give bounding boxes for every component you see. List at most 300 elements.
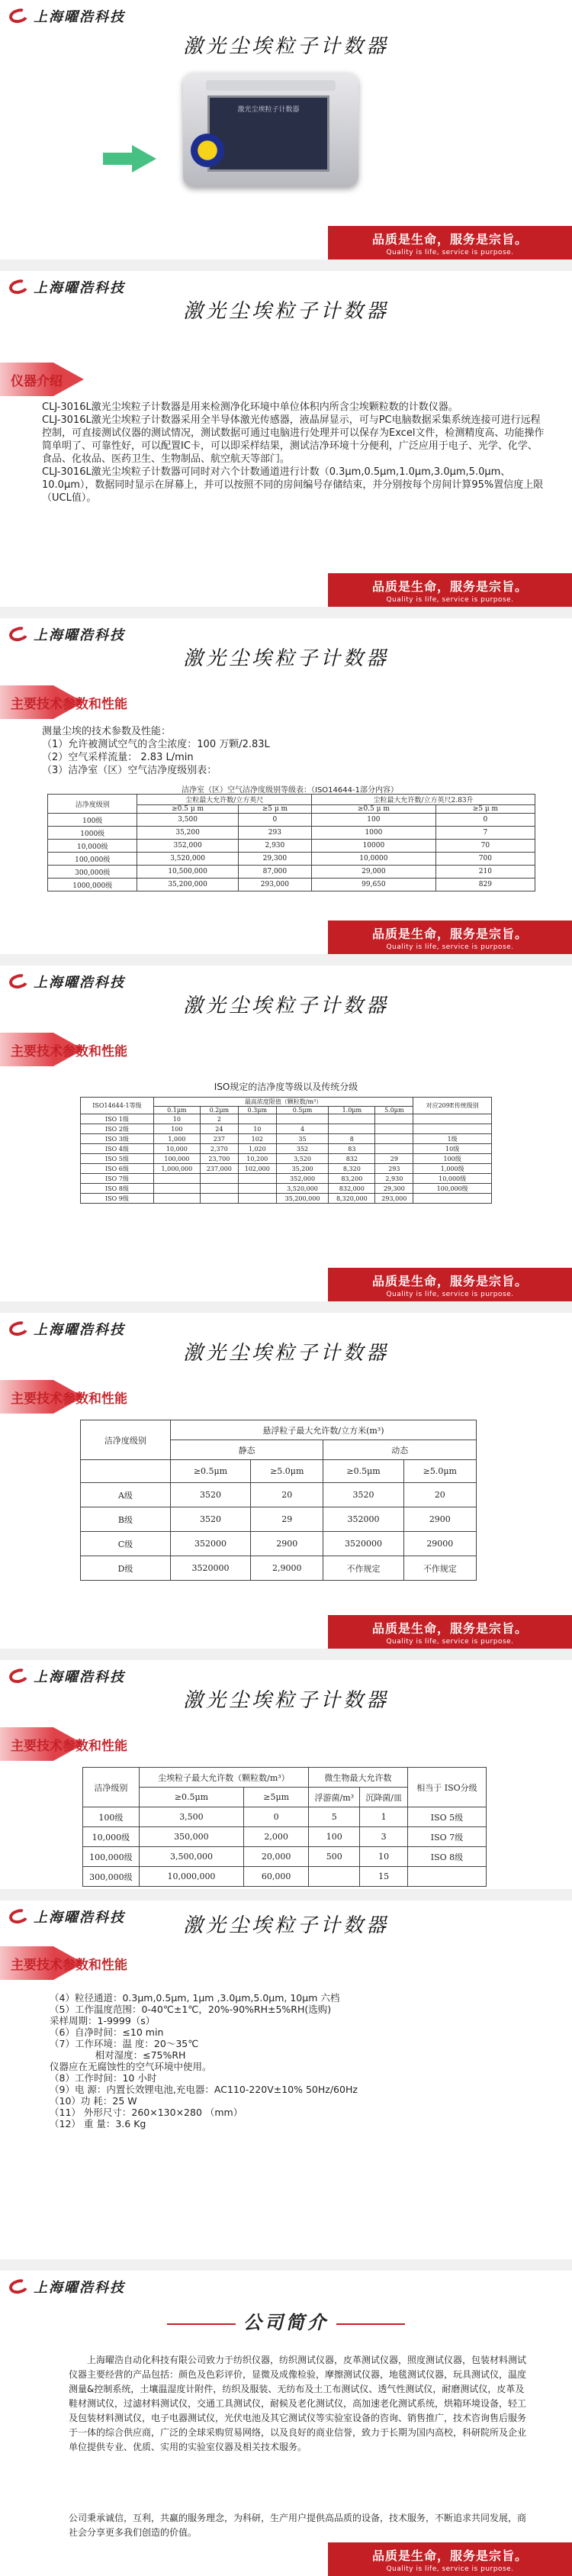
table-row: [83, 1807, 487, 1827]
table-cell: [238, 1114, 276, 1124]
table-cell: 35,200,000: [276, 1194, 329, 1204]
table-cell: 10,000: [153, 1144, 200, 1154]
table-cell: 10: [238, 1124, 276, 1134]
table-cell: 3,500: [137, 814, 238, 827]
table-row: [81, 1114, 492, 1124]
table-cell: 3,500,000: [139, 1847, 244, 1867]
table-cell: 10: [153, 1114, 200, 1124]
spec-list: [50, 1992, 553, 2129]
table-header: 0.1μm: [153, 1107, 200, 1114]
table-cell: 700: [435, 853, 535, 866]
logo-text: 上海曜浩科技: [34, 627, 125, 643]
table-cell: ISO 4级: [81, 1144, 154, 1154]
table-cell: [153, 1184, 200, 1194]
section-header: [0, 1033, 127, 1066]
table-cell: [413, 1124, 492, 1134]
table-cell: 29,000: [312, 866, 436, 879]
table-cell: ISO 8级: [407, 1847, 486, 1867]
table-cell: 100级: [83, 1807, 140, 1827]
table-cell: 2: [200, 1114, 238, 1124]
logo-text: 上海曜浩科技: [34, 2280, 125, 2296]
table-cell: 3: [360, 1827, 407, 1847]
table-cell: 2,930: [238, 840, 311, 853]
logo-text: 上海曜浩科技: [34, 975, 125, 991]
table-row: [83, 1847, 487, 1867]
slide-specs-3: [0, 1313, 572, 1649]
slide-specs-1: [0, 618, 572, 954]
slide-title: 激光尘埃粒子计数器: [182, 995, 389, 1017]
slide-specs-4: [0, 1660, 572, 1889]
table-cell: [407, 1867, 486, 1887]
device-screen-title: 激光尘埃粒子计数器: [237, 106, 300, 114]
slogan-bar: [328, 1615, 572, 1649]
slogan-cn: 品质是生命，服务是宗旨。: [371, 232, 528, 247]
table-cell: 102: [238, 1134, 276, 1144]
table-cell: 3520: [170, 1507, 250, 1532]
table-cell: [375, 1114, 413, 1124]
logo-mark-icon: [8, 626, 29, 643]
table-cell: 500: [309, 1847, 360, 1867]
slogan-en: Quality is life, service is purpose.: [386, 596, 514, 604]
slogan-cn: 品质是生命，服务是宗旨。: [371, 1274, 528, 1288]
section-title: 主要技术参数和性能: [11, 1738, 127, 1754]
table-cell: ISO 6级: [81, 1164, 154, 1174]
section-title: 仪器介绍: [11, 373, 63, 389]
table-row: [81, 1507, 477, 1532]
slide-specs-5: [0, 1901, 572, 2259]
table-cell: [375, 1124, 413, 1134]
table-cell: [329, 1114, 375, 1124]
table-cell: 102,000: [238, 1164, 276, 1174]
slide-title: 激光尘埃粒子计数器: [182, 1342, 389, 1365]
company-paragraph: 公司秉承诚信，互利，共赢的服务理念，为科研，生产用户提供高品质的设备，技术服务，不断追求共同发展，商社会分享更多我们创造的价值。: [69, 2513, 527, 2538]
table-cell: 0: [435, 814, 535, 827]
table-cell: 100,000级: [413, 1184, 492, 1194]
table-header: 0.2μm: [200, 1107, 238, 1114]
table-header: ≥5.0μm: [251, 1460, 323, 1483]
spec-line: （10）功 耗：25 W: [50, 2095, 137, 2107]
table-cell: 10,000级: [413, 1174, 492, 1184]
logo: [8, 624, 125, 644]
table-cell: [413, 1194, 492, 1204]
table-caption: ISO规定的洁净度等级以及传统分级: [214, 1082, 358, 1092]
table-cell: 3,520,000: [137, 853, 238, 866]
table-row: [81, 1164, 492, 1174]
cleanliness-table-1: [47, 794, 535, 891]
slogan-en: Quality is life, service is purpose.: [386, 2565, 514, 2573]
table-header: 尘粒最大允许数/立方英尺: [137, 795, 312, 805]
table-row: [81, 1184, 492, 1194]
table-cell: C级: [81, 1532, 171, 1556]
table-cell: 87,000: [238, 866, 311, 879]
slide-specs-2: [0, 966, 572, 1301]
table-header: ≥0.5 μ m: [312, 805, 436, 814]
spec-line: （5）工作温度范围：0-40℃±1℃，20%-90%RH±5%RH(选购): [50, 2004, 332, 2015]
logo: [8, 1666, 125, 1686]
slogan-en: Quality is life, service is purpose.: [386, 249, 514, 256]
table-header: 悬浮粒子最大允许数/立方米(m³): [170, 1420, 476, 1440]
table-row: [83, 1867, 487, 1887]
device-screen: [207, 95, 329, 172]
table-header: ≥5.0μm: [403, 1460, 476, 1483]
table-cell: 29,300: [238, 853, 311, 866]
slide-title: 激光尘埃粒子计数器: [182, 1689, 389, 1712]
table-cell: 10级: [413, 1144, 492, 1154]
table-cell: 29000: [403, 1532, 476, 1556]
table-cell: [276, 1114, 329, 1124]
table-cell: 352,000: [276, 1174, 329, 1184]
table-cell: A级: [81, 1483, 171, 1507]
table-cell: 不作规定: [403, 1556, 476, 1581]
table-cell: 832: [329, 1154, 375, 1164]
logo-mark-icon: [8, 1320, 29, 1337]
table-cell: 832,000: [329, 1184, 375, 1194]
slide-cover: [0, 0, 572, 260]
table-cell: ISO 9级: [81, 1194, 154, 1204]
table-cell: 3,520,000: [276, 1184, 329, 1194]
table-cell: 不作规定: [323, 1556, 403, 1581]
section-header: [0, 1946, 127, 1980]
spec-line: （3）洁净室（区）空气洁净度级别表：: [42, 765, 217, 776]
table-header: 浮游菌/m³: [309, 1788, 360, 1807]
table-header: 静态: [170, 1440, 323, 1460]
table-cell: 293,000: [375, 1194, 413, 1204]
table-cell: 10,500,000: [137, 866, 238, 879]
table-cell: 293: [238, 827, 311, 840]
table-header: ≥5 μ m: [238, 805, 311, 814]
logo: [8, 2277, 125, 2297]
spec-line: （6）自净时间：≤10 min: [50, 2026, 164, 2038]
spec-line: （9）电 源：内置长效锂电池,充电器：AC110-220V±10% 50Hz/60Hz: [50, 2084, 358, 2095]
table-cell: 10000: [312, 840, 436, 853]
table-cell: 8,320,000: [329, 1194, 375, 1204]
gmp-table: [80, 1420, 477, 1581]
table-header: 最高浓度限值（颗粒数/m³）: [153, 1098, 413, 1107]
table-cell: [200, 1184, 238, 1194]
logo-mark-icon: [8, 973, 29, 990]
spec-line: 仪器应在无腐蚀性的空气环境中使用。: [50, 2061, 212, 2072]
slide-title: 激光尘埃粒子计数器: [182, 300, 389, 323]
table-cell: 1: [360, 1807, 407, 1827]
table-cell: 100,000级: [48, 853, 137, 866]
table-cell: 2900: [403, 1507, 476, 1532]
table-cell: 352: [276, 1144, 329, 1154]
slogan-en: Quality is life, service is purpose.: [386, 1291, 514, 1298]
table-cell: 10,200: [238, 1154, 276, 1164]
table-cell: 210: [435, 866, 535, 879]
table-cell: 35: [276, 1134, 329, 1144]
table-cell: 3520000: [323, 1532, 403, 1556]
table-header: 沉降菌/皿: [360, 1788, 407, 1807]
table-cell: 2900: [251, 1532, 323, 1556]
table-cell: ISO 5级: [81, 1154, 154, 1164]
table-row: [48, 827, 535, 840]
logo: [8, 6, 125, 26]
table-header: 洁净度级别: [81, 1420, 171, 1460]
table-header: 微生物最大允许数: [309, 1768, 408, 1788]
table-header: 5.0μm: [375, 1107, 413, 1114]
particle-counter-device-image: [183, 73, 358, 187]
table-cell: 7: [435, 827, 535, 840]
table-cell: 1级: [413, 1134, 492, 1144]
table-cell: 100: [309, 1827, 360, 1847]
table-cell: ISO 3级: [81, 1134, 154, 1144]
slogan-en: Quality is life, service is purpose.: [386, 943, 514, 951]
slogan-bar: [328, 920, 572, 954]
table-cell: [375, 1134, 413, 1144]
table-header: 0.5μm: [276, 1107, 329, 1114]
page-title: 激光尘埃粒子计数器: [182, 35, 389, 58]
table-cell: [200, 1174, 238, 1184]
table-cell: [329, 1124, 375, 1134]
table-cell: [238, 1184, 276, 1194]
table-row: [81, 1174, 492, 1184]
table-cell: ISO 8级: [81, 1184, 154, 1194]
table-header: ≥0.5 μ m: [137, 805, 238, 814]
logo: [8, 1319, 125, 1339]
section-header: [0, 1727, 127, 1761]
table-cell: ISO 2级: [81, 1124, 154, 1134]
table-cell: 35,200: [137, 827, 238, 840]
table-cell: 8,320: [329, 1164, 375, 1174]
table-row: [81, 1194, 492, 1204]
table-cell: 35,200: [276, 1164, 329, 1174]
table-cell: 100级: [48, 814, 137, 827]
table-cell: 60,000: [244, 1867, 309, 1887]
table-cell: 3520000: [170, 1556, 250, 1581]
table-cell: 1,020: [238, 1144, 276, 1154]
slogan-bar: [328, 2542, 572, 2576]
table-cell: 10,000级: [83, 1827, 140, 1847]
company-title: [0, 2307, 572, 2334]
slogan-bar: [328, 573, 572, 607]
table-cell: ISO 7级: [81, 1174, 154, 1184]
slide-company: [0, 2271, 572, 2576]
spec-line: 采样周期：1-9999（s）: [50, 2015, 156, 2026]
table-row: [81, 1124, 492, 1134]
table-cell: 829: [435, 879, 535, 891]
table-cell: 83: [329, 1144, 375, 1154]
slide-title: 激光尘埃粒子计数器: [182, 1914, 389, 1937]
slide-title: 激光尘埃粒子计数器: [182, 647, 389, 670]
spec-line: （12） 重 量：3.6 Kg: [50, 2118, 146, 2129]
logo-mark-icon: [8, 8, 29, 24]
table-header: 对应209E传统级别: [413, 1098, 492, 1114]
table-cell: 3,500: [139, 1807, 244, 1827]
table-cell: 1,000级: [413, 1164, 492, 1174]
table-cell: 3520: [170, 1483, 250, 1507]
intro-paragraph: CLJ-3016L激光尘埃粒子计数器是用来检测净化环境中单位体积内所含尘埃颗粒数的计数仪器。: [42, 401, 458, 413]
slide-intro: [0, 271, 572, 607]
table-row: [48, 840, 535, 853]
intro-paragraph: CLJ-3016L激光尘埃粒子计数器可同时对六个计数通道进行计数（0.3μm,0.5μm,1.0μm,3.0μm,5.0μm、10.0μm），数据同时显示在屏幕上，并可以按照不同的房间编号存储结束，并分别按每个房间计算95%置信度上限（UCL值）。: [42, 466, 544, 504]
table-cell: ISO 1级: [81, 1114, 154, 1124]
company-intro-2: [69, 2511, 526, 2540]
table-cell: 24: [200, 1124, 238, 1134]
spec-line: （8）工作时间：10 小时: [50, 2072, 157, 2084]
logo-text: 上海曜浩科技: [34, 280, 125, 296]
logo-mark-icon: [8, 2278, 29, 2295]
table-cell: 10,0000: [312, 853, 436, 866]
table-header: 尘粒最大允许数/立方英尺2.83升: [312, 795, 535, 805]
table-cell: 100,000级: [83, 1847, 140, 1867]
table-cell: 29,300: [375, 1184, 413, 1194]
spec-line: （7）工作环境：温 度：20～35℃: [50, 2038, 199, 2049]
table-cell: 293,000: [238, 879, 311, 891]
table-cell: 1000,000级: [48, 879, 137, 891]
table-row: [48, 814, 535, 827]
specs-text: [42, 725, 545, 777]
table-row: [81, 1532, 477, 1556]
logo-text: 上海曜浩科技: [34, 1322, 125, 1338]
table-cell: 2,370: [200, 1144, 238, 1154]
table-header: 洁净度级别: [48, 795, 137, 814]
table-cell: 100: [153, 1124, 200, 1134]
table-cell: 350,000: [139, 1827, 244, 1847]
table-cell: 99,650: [312, 879, 436, 891]
spec-line: 相对湿度：≤75%RH: [50, 2049, 186, 2061]
slogan-bar: [328, 1268, 572, 1301]
table-cell: 100级: [413, 1154, 492, 1164]
spec-line: （2）空气采样流量： 2.83 L/min: [42, 752, 194, 763]
company-title-text: 公司简介: [243, 2311, 329, 2333]
logo-mark-icon: [8, 1668, 29, 1685]
table-cell: 100,000: [153, 1154, 200, 1164]
table-cell: 100: [312, 814, 436, 827]
table-header: 尘埃粒子最大允许数（颗粒数/m³）: [139, 1768, 308, 1788]
table-cell: 10: [360, 1847, 407, 1867]
table-cell: 20: [251, 1483, 323, 1507]
table-cell: 1,000: [153, 1134, 200, 1144]
table-header: 相当于 ISO分级: [407, 1768, 486, 1807]
table-cell: 352000: [323, 1507, 403, 1532]
intro-paragraph: CLJ-3016L激光尘埃粒子计数器采用全半导体激光传感器，液晶屏显示，可与PC电脑数据采集系统连接可进行远程控制，可直接测试仪器的测试情况，测试数据可通过电脑进行处理并可以保存为Excel文件，检测精度高、功能操作简单明了、可靠性好，可以配置IC卡，可以即采样结果，测试洁净环境十分便利，广泛应用于电子、光学、化学、食品、化妆品、医药卫生、生物制品、航空航天等部门。: [42, 414, 545, 465]
logo-mark-icon: [8, 279, 29, 295]
table-cell: 300,000级: [83, 1867, 140, 1887]
table-header: ≥0.5μm: [139, 1788, 244, 1807]
table-cell: 0: [244, 1807, 309, 1827]
table-cell: 2,000: [244, 1827, 309, 1847]
table-cell: 83,200: [329, 1174, 375, 1184]
table-cell: 70: [435, 840, 535, 853]
section-title: 主要技术参数和性能: [11, 1957, 127, 1973]
section-header: [0, 685, 127, 719]
table-cell: ISO 7级: [407, 1827, 486, 1847]
table-cell: B级: [81, 1507, 171, 1532]
table-cell: [238, 1194, 276, 1204]
table-cell: 0: [238, 814, 311, 827]
table-cell: 3520: [323, 1483, 403, 1507]
table-row: [81, 1483, 477, 1507]
table-cell: 300,000级: [48, 866, 137, 879]
table-cell: 237: [200, 1134, 238, 1144]
table-row: [81, 1144, 492, 1154]
company-intro: [69, 2353, 526, 2455]
table-cell: 29: [251, 1507, 323, 1532]
table-cell: [153, 1194, 200, 1204]
table-row: [48, 879, 535, 891]
table-cell: 29: [375, 1154, 413, 1164]
table-cell: 1000级: [48, 827, 137, 840]
table-cell: 3,520: [276, 1154, 329, 1164]
spec-line: 测量尘埃的技术参数及性能：: [42, 726, 172, 737]
table-cell: 5: [309, 1807, 360, 1827]
logo: [8, 277, 125, 297]
spec-line: （4）粒径通道：0.3μm,0.5μm, 1μm ,3.0μm,5.0μm, 10μm 六档: [50, 1992, 340, 2004]
old-gmp-table: [82, 1767, 487, 1887]
section-title: 主要技术参数和性能: [11, 1043, 127, 1059]
table-cell: [238, 1174, 276, 1184]
table-header: 1.0μm: [329, 1107, 375, 1114]
table-header: ≥5 μ m: [435, 805, 535, 814]
table-cell: [200, 1194, 238, 1204]
slogan-en: Quality is life, service is purpose.: [386, 1638, 514, 1646]
logo-text: 上海曜浩科技: [34, 1669, 125, 1685]
logo: [8, 972, 125, 991]
table-header: ≥5μm: [244, 1788, 309, 1807]
table-cell: 35,200,000: [137, 879, 238, 891]
company-paragraph: 上海曜浩自动化科技有限公司致力于纺织仪器，纺织测试仪器，皮革测试仪器，照度测试仪器，包装材料测试仪器主要经营的产品包括：颜色及色彩评价，显微及成像检验，摩擦测试仪器，地毯测试仪器，玩具测试仪，温度测量&控制系统，土壤温湿度计附件，纺织及服装、无纺布及土工布测试仪、透气性测试仪，耐磨测试仪，皮革及鞋材测试仪，过滤材料测试仪，交通工具测试仪，耐候及老化测试仪，高加速老化测试系统，烘箱环境设备，轻工及包装材料测试仪，电子电器测试仪，光伏电池及其它测试仪等实验室设备的咨询、销售推广，技术咨询售后服务于一体的综合供应商，广泛的全球采购贸易网络，以及良好的商业信誉，致力于长期为国内高校，科研院所及企业单位提供专业、优质、实用的实验室仪器及相关技术服务。: [69, 2355, 527, 2452]
table-row: [81, 1556, 477, 1581]
table-cell: 293: [375, 1164, 413, 1174]
slogan-bar: [328, 226, 572, 260]
table-row: [81, 1134, 492, 1144]
table-row: [81, 1154, 492, 1164]
table-row: [48, 853, 535, 866]
table-cell: 10,000,000: [139, 1867, 244, 1887]
slogan-cn: 品质是生命，服务是宗旨。: [371, 1621, 528, 1636]
table-cell: 237,000: [200, 1164, 238, 1174]
spec-line: （1）允许被测试空气的含尘浓度：100 万颗/2.83L: [42, 739, 270, 750]
table-header: ≥0.5μm: [323, 1460, 403, 1483]
table-cell: D级: [81, 1556, 171, 1581]
table-cell: [375, 1144, 413, 1154]
table-header: ISO14644-1等级: [81, 1098, 154, 1114]
table-row: [83, 1827, 487, 1847]
table-header: 0.3μm: [238, 1107, 276, 1114]
table-caption: 洁净室（区）空气洁净度级别等级表：（ISO14644-1部分内容）: [182, 786, 398, 795]
table-cell: 15: [360, 1867, 407, 1887]
table-cell: 4: [276, 1124, 329, 1134]
table-cell: 20,000: [244, 1847, 309, 1867]
green-arrow-icon: [103, 145, 156, 172]
table-cell: 1,000,000: [153, 1164, 200, 1174]
table-row: [48, 866, 535, 879]
table-cell: ISO 5级: [407, 1807, 486, 1827]
logo-text: 上海曜浩科技: [34, 1910, 125, 1926]
spec-line: （11） 外形尺寸：260×130×280 （mm）: [50, 2107, 243, 2118]
table-header: ≥0.5μm: [170, 1460, 250, 1483]
table-header: 洁净级别: [83, 1768, 140, 1807]
table-cell: 20: [403, 1483, 476, 1507]
iso-class-table: [80, 1097, 492, 1204]
table-header: 动态: [323, 1440, 477, 1460]
device-control-wheel-icon: [191, 134, 224, 167]
table-cell: 352000: [170, 1532, 250, 1556]
table-cell: 2,9000: [251, 1556, 323, 1581]
intro-text: [42, 401, 545, 505]
table-cell: [413, 1114, 492, 1124]
logo-text: 上海曜浩科技: [34, 9, 125, 25]
table-cell: 23,700: [200, 1154, 238, 1164]
table-cell: 2,930: [375, 1174, 413, 1184]
slogan-cn: 品质是生命，服务是宗旨。: [371, 579, 528, 594]
table-cell: [153, 1174, 200, 1184]
section-title: 主要技术参数和性能: [11, 1391, 127, 1407]
section-title: 主要技术参数和性能: [11, 696, 127, 712]
slogan-cn: 品质是生命，服务是宗旨。: [371, 2549, 528, 2563]
table-cell: 1000: [312, 827, 436, 840]
